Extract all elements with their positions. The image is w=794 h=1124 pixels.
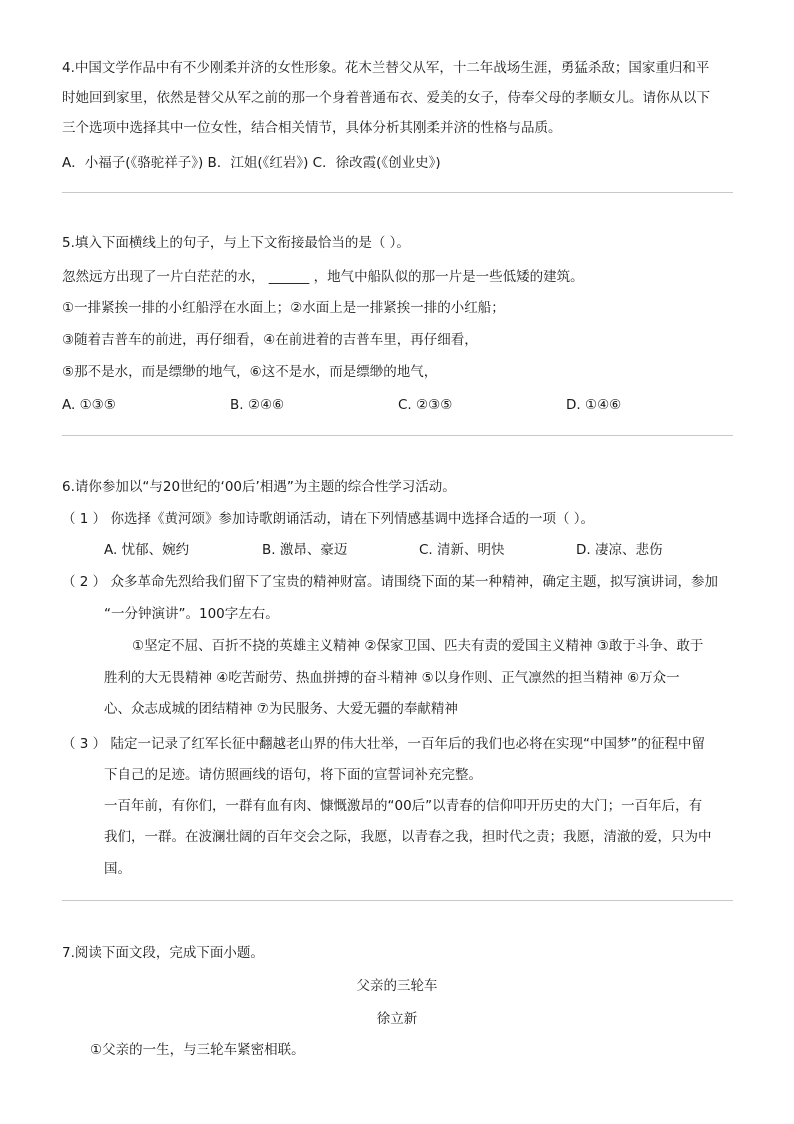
- q6-stem: 6.请你参加以“与20世纪的‘00后’相遇”为主题的综合性学习活动。: [62, 479, 456, 495]
- q5-choice-line-1: ①一排紧挨一排的小红船浮在水面上；②水面上是一排紧挨一排的小红船；: [62, 300, 505, 316]
- q6-part3-line-2: 下自己的足迹。请仿照画线的语句，将下面的宣誓词补充完整。: [104, 767, 482, 783]
- q5-passage: [62, 267, 584, 287]
- q4-line-3: 三个选项中选择其中一位女性，结合相关情节，具体分析其刚柔并济的性格与品质。: [62, 120, 562, 136]
- q6-part3-line-5: 国。: [104, 861, 131, 877]
- q5-option-a: A. ①③⑤: [62, 397, 116, 413]
- q4-line-2: 时她回到家里，依然是替父从军之前的那一个身着普通布衣、爱美的女子，侍奉父母的孝顺女儿。请你从以下: [62, 90, 710, 106]
- q5-stem: 5.填入下面横线上的句子，与上下文衔接最恰当的是（ ）。: [62, 235, 410, 251]
- q6-part2-line-1: （ 2 ） 众多革命先烈给我们留下了宝贵的精神财富。请围绕下面的某一种精神，确定主题，拟写演讲词，参加: [62, 574, 718, 590]
- q4-options: A．小福子(《骆驼祥子》) B．江姐(《红岩》) C．徐改霞(《创业史》): [62, 155, 441, 171]
- divider: [62, 435, 733, 436]
- q6-part3-line-1: （ 3 ） 陆定一记录了红军长征中翻越老山界的伟大壮举，一百年后的我们也必将在实现“中国梦”的征程中留: [62, 736, 705, 752]
- q6-part1-option-d: D. 凄凉、悲伤: [576, 542, 663, 558]
- q6-part2-line-3: ①坚定不屈、百折不挠的英雄主义精神 ②保家卫国、匹夫有责的爱国主义精神 ③敢于斗争、敢于: [132, 638, 704, 654]
- q5-option-d: D. ①④⑥: [566, 397, 622, 413]
- q5-option-b: B. ②④⑥: [230, 397, 285, 413]
- article-author: 徐立新: [376, 1011, 418, 1027]
- q6-part2-line-2: “一分钟演讲”。100字左右。: [104, 606, 279, 622]
- q6-part1-option-b: B. 激昂、豪迈: [262, 542, 348, 558]
- q5-choice-line-3: ⑤那不是水，而是缥缈的地气，⑥这不是水，而是缥缈的地气，: [62, 364, 438, 380]
- q6-part1-option-c: C. 清新、明快: [419, 542, 505, 558]
- q7-stem: 7.阅读下面文段，完成下面小题。: [62, 945, 264, 961]
- q6-part3-line-3: 一百年前，有你们，一群有血有肉、慷慨激昂的“00后”以青春的信仰叩开历史的大门；一百年后，有: [104, 798, 703, 814]
- q6-part2-line-5: 心、众志成城的团结精神 ⑦为民服务、大爱无疆的奉献精神: [104, 701, 458, 717]
- q5-choice-line-2: ③随着吉普车的前进，再仔细看，④在前进着的吉普车里，再仔细看，: [62, 332, 478, 348]
- q5-option-c: C. ②③⑤: [398, 397, 453, 413]
- article-title: 父亲的三轮车: [356, 978, 438, 994]
- divider: [62, 192, 733, 193]
- q6-part3-line-4: 我们，一群。在波澜壮阔的百年交会之际，我愿，以青春之我，担时代之责；我愿，清澈的爱，只为中: [104, 829, 712, 845]
- q5-text-before: 忽然远方出现了一片白茫茫的水，: [62, 269, 265, 285]
- q5-text-after: ，地气中船队似的那一片是一些低矮的建筑。: [313, 269, 584, 285]
- q6-part2-line-4: 胜利的大无畏精神 ④吃苦耐劳、热血拼搏的奋斗精神 ⑤以身作则、正气凛然的担当精神 ⑥万众一: [104, 670, 680, 686]
- divider: [62, 900, 733, 901]
- q4-line-1: 4.中国文学作品中有不少刚柔并济的女性形象。花木兰替父从军，十二年战场生涯，勇猛杀敌；国家重归和平: [62, 60, 710, 76]
- q6-part1-option-a: A. 忧郁、婉约: [104, 542, 190, 558]
- q6-part1: （ 1 ） 你选择《黄河颂》参加诗歌朗诵活动，请在下列情感基调中选择合适的一项（ ）。: [62, 511, 595, 527]
- q5-blank: ______: [268, 269, 310, 285]
- article-paragraph-1: ①父亲的一生，与三轮车紧密相联。: [90, 1042, 305, 1058]
